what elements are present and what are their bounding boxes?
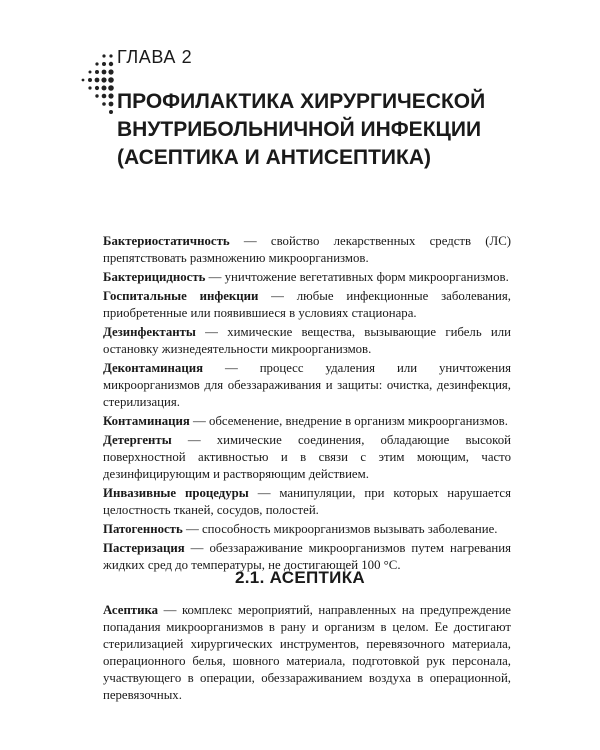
glossary-entry xyxy=(103,413,511,430)
glossary-entry xyxy=(103,288,511,322)
glossary-definition: — обеззараживание микроорганизмов путем нагревания жидких сред до температуры, не достигающей 100 °С. xyxy=(103,541,511,572)
glossary-definition: — обсеменение, внедрение в организм микроорганизмов. xyxy=(189,414,508,428)
glossary-term: Дезинфектанты xyxy=(103,325,196,339)
glossary-definition: — свойство лекарственных средств (ЛС) препятствовать размножению микроорганизмов. xyxy=(103,234,511,265)
glossary-list xyxy=(103,233,511,576)
chapter-title-line: (АСЕПТИКА И АНТИСЕПТИКА) xyxy=(117,146,431,169)
glossary-definition: — химические вещества, вызывающие гибель или остановку жизнедеятельности микроорганизмов. xyxy=(103,325,511,356)
glossary-term: Патогенность xyxy=(103,522,183,536)
section-term: Асептика xyxy=(103,603,159,617)
chapter-title-line: ВНУТРИБОЛЬНИЧНОЙ ИНФЕКЦИИ xyxy=(117,118,482,141)
section-paragraph xyxy=(103,602,511,704)
glossary-term: Бактериостатичность xyxy=(103,234,230,248)
glossary-definition: — любые инфекционные заболевания, приобретенные или появившиеся в условиях стационара. xyxy=(103,289,511,320)
chapter-label: ГЛАВА 2 xyxy=(117,47,193,67)
chapter-title-line: ПРОФИЛАКТИКА ХИРУРГИЧЕСКОЙ xyxy=(117,90,486,113)
glossary-term: Инвазивные процедуры xyxy=(103,486,249,500)
glossary-definition: — уничтожение вегетативных форм микроорганизмов. xyxy=(205,270,509,284)
chapter-title xyxy=(117,88,557,172)
glossary-term: Пастеризация xyxy=(103,541,185,555)
glossary-entry xyxy=(103,324,511,358)
section-title: 2.1. АСЕПТИКА xyxy=(235,568,365,587)
glossary-term: Контаминация xyxy=(103,414,190,428)
glossary-entry xyxy=(103,269,511,286)
glossary-entry xyxy=(103,233,511,267)
glossary-entry xyxy=(103,485,511,519)
glossary-term: Деконтаминация xyxy=(103,361,203,375)
glossary-entry xyxy=(103,360,511,411)
glossary-term: Госпитальные инфекции xyxy=(103,289,259,303)
glossary-definition: — способность микроорганизмов вызывать заболевание. xyxy=(182,522,498,536)
glossary-term: Бактерицидность xyxy=(103,270,206,284)
glossary-definition: — химические соединения, обладающие высокой поверхностной активностью и в связи с этим моющим, часто дезинфицирующим и растворяющим действием. xyxy=(103,433,511,481)
glossary-term: Детергенты xyxy=(103,433,172,447)
glossary-entry xyxy=(103,432,511,483)
glossary-entry xyxy=(103,521,511,538)
glossary-definition: — манипуляции, при которых нарушается целостность тканей, сосудов, полостей. xyxy=(103,486,511,517)
section-text: — комплекс мероприятий, направленных на предупреждение попадания микроорганизмов в рану и организм в целом. Ее достигают стерилизацией хирургических инструментов, перевязочного материала, операционного белья, шовного материала, подготовкой рук персонала, участвующего в операции, обеззараживанием воздуха в операционной, перевязочных. xyxy=(103,603,511,702)
glossary-definition: — процесс удаления или уничтожения микроорганизмов для обеззараживания и защиты: очистка, дезинфекция, стерилизация. xyxy=(103,361,511,409)
